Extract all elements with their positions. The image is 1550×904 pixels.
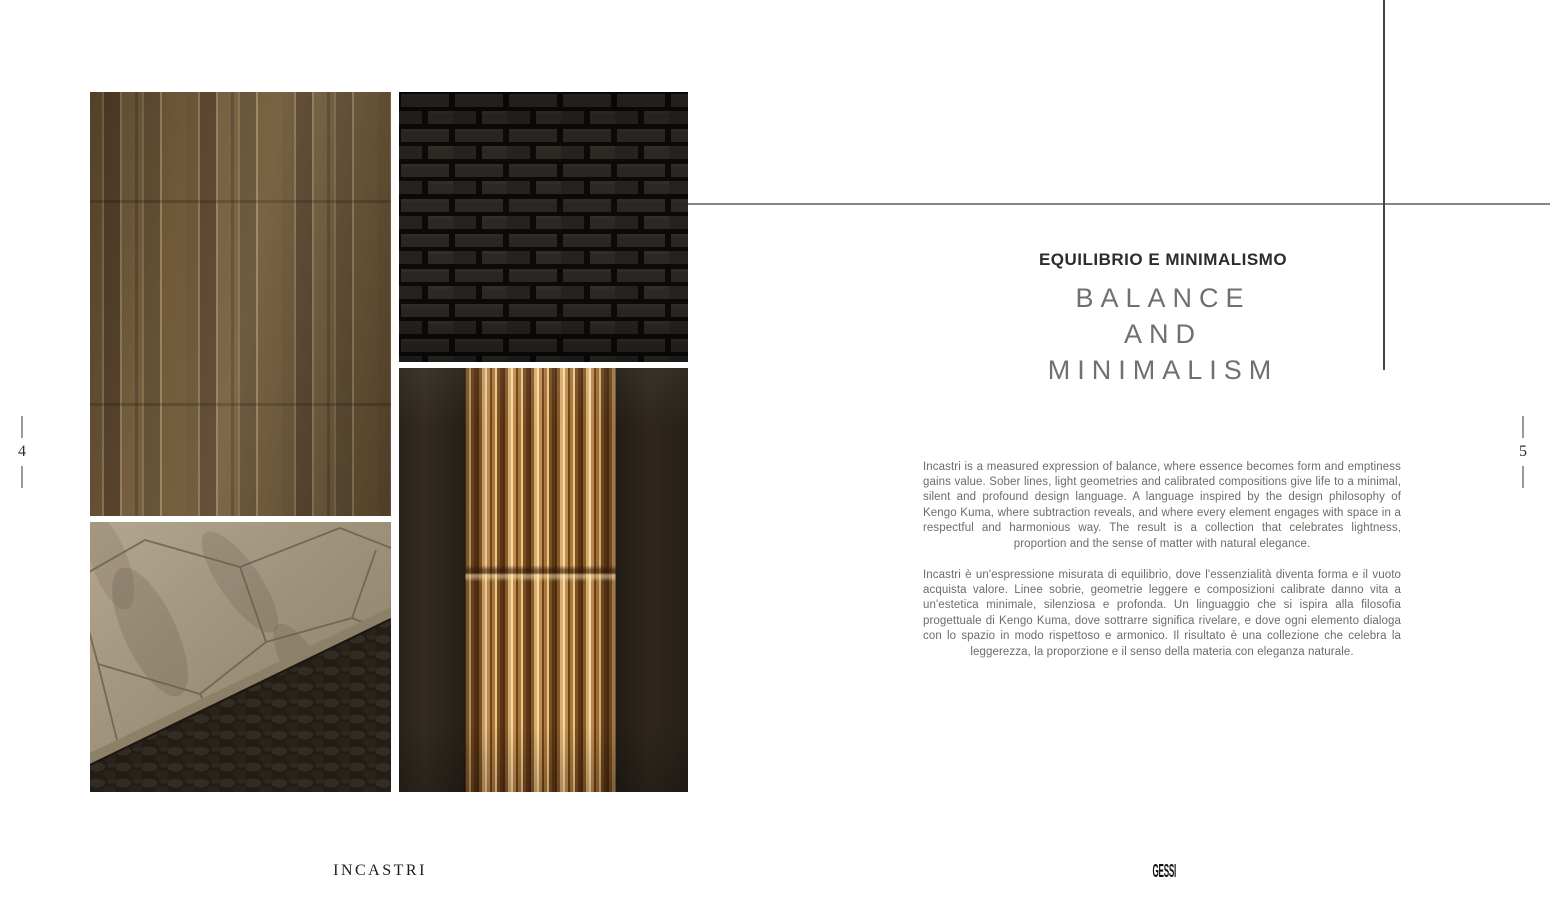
tick-mark xyxy=(21,466,23,488)
fluted-brass-columns-image xyxy=(399,368,688,792)
collection-title: INCASTRI xyxy=(333,862,427,879)
paragraph-italian: Incastri è un'espressione misurata di equilibrio, dove l'essenzialità diventa forma e il vuoto acquista valore. Linee sobrie, geometrie leggere e composizioni calibrate danno vita a un'estetica minimale, silenziosa e profonda. Un linguaggio che si ispira alla filosofia progettuale di Kengo Kuma, dove sottrarre significa rivelare, e dove ogni elemento dialoga con lo spazio in modo rispettoso e armonico. Il risultato è una collezione che celebra la leggerezza, la proporzione e il senso della materia con eleganza naturale. xyxy=(923,568,1401,658)
page-marker-right xyxy=(1513,416,1533,488)
page-number-right: 5 xyxy=(1519,443,1527,460)
title-line-1: BALANCE xyxy=(1075,283,1251,313)
wood-plank-relief-image xyxy=(90,92,391,516)
gessi-logo xyxy=(904,861,1424,882)
stone-texture-graphic xyxy=(90,522,391,792)
tick-mark xyxy=(21,416,23,438)
woven-texture-graphic xyxy=(399,92,688,362)
paragraph-english: Incastri is a measured expression of balance, where essence becomes form and emptiness gains value. Sober lines, light geometries and calibrated compositions give life to a minimal, silent and profound design language. A language inspired by the design philosophy of Kengo Kuma, where subtraction reveals, and where every element engages with space in a respectful and harmonious way. The result is a collection that celebrates lightness, proportion and the sense of matter with natural elegance. xyxy=(923,460,1401,550)
title-line-3: MINIMALISM xyxy=(1047,355,1279,385)
page-marker-left xyxy=(12,416,32,488)
title-line-2: AND xyxy=(1123,319,1202,349)
section-header xyxy=(923,250,1403,388)
tick-mark xyxy=(1522,416,1524,438)
stone-hexagon-tiles-image xyxy=(90,522,391,792)
dark-woven-blocks-image xyxy=(399,92,688,362)
section-kicker: EQUILIBRIO E MINIMALISMO xyxy=(1038,250,1288,269)
horizontal-rule xyxy=(688,203,1550,205)
page-number-left: 4 xyxy=(18,443,26,460)
tick-mark xyxy=(1522,466,1524,488)
section-title xyxy=(923,280,1403,388)
gessi-logo-text: GESSI xyxy=(1152,861,1176,881)
